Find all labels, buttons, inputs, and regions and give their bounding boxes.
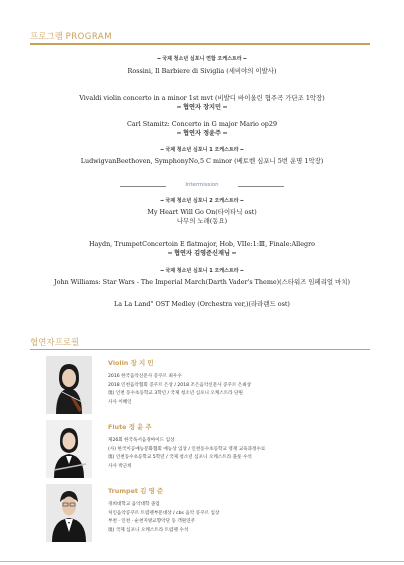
program-heading-rule <box>30 43 370 45</box>
trumpeter-photo-icon <box>46 484 92 542</box>
performer-bio <box>108 486 388 535</box>
piece-title: Carl Stamitz: Concerto in G major Mario op29 <box>126 120 278 128</box>
program-heading-en: PROGRAM <box>65 32 113 42</box>
orchestra-label: ━ 국제 청소년 심포니 연합 오케스트라 ━ <box>157 56 247 62</box>
intermission-line-right <box>238 186 284 187</box>
intermission-divider <box>120 181 284 191</box>
program-item <box>20 146 384 166</box>
piece-title: John Williams: Star Wars - The Imperial March(Darth Vader's Theme)(스타워즈 임페리얼 마치) <box>54 278 350 286</box>
orchestra-label: ━ 국제 청소년 심포니 1 오케스트라 ━ <box>160 147 244 153</box>
program-item <box>20 197 384 226</box>
program-item <box>20 240 384 258</box>
bio-line: 2016 한국음악신문사 콩쿠르 최우수 <box>108 374 182 379</box>
performer-photo-trumpet <box>46 484 92 542</box>
intermission-label: Intermission <box>185 182 219 188</box>
performer-photo-violin <box>46 356 92 414</box>
soloist-label: ━ 협연자 장지민 ━ <box>177 104 227 111</box>
bio-line: (사) 한국이공예능문화협회 예능상 입상 / 인천동수초등학교 영재 교육과정수료 <box>108 446 266 452</box>
bio-line: 처인음악콩쿠르 트럼펫부문대상 / cbs 음악 콩쿠르 입상 <box>108 510 220 516</box>
piece-title: La La Land" OST Medley (Orchestra ver,)(라라랜드 ost) <box>114 300 290 308</box>
performers-heading-text: 협연자프로필 <box>30 338 80 348</box>
page-bottom-rule <box>0 561 404 562</box>
program-heading-ko: 프로그램 <box>30 32 63 42</box>
bio-line: 사사 이혜인 <box>108 399 132 405</box>
performers-heading <box>30 336 370 348</box>
piece-title: LudwigvanBeethoven, SymphonyNo,5 C minor (베토벤 심포니 5번 운명 1악장) <box>80 157 324 165</box>
flutist-photo-icon <box>46 420 92 478</box>
bio-line: 現) 인천 동수초등학교 3학년 / 국제 청소년 심포니 오케스트라 단원 <box>108 391 243 396</box>
program-item <box>20 300 384 309</box>
performer-bio <box>108 358 388 407</box>
program-item <box>20 94 384 112</box>
performers-heading-rule <box>30 349 370 350</box>
performer-role: Flute 정 윤 주 <box>108 423 152 431</box>
piece-title: 나무의 노래(동요) <box>176 217 228 225</box>
piece-title: Vivaldi violin concerto in a minor 1st mvt (비발디 바이올린 협주곡 가단조 1악장) <box>79 94 325 102</box>
piece-title: Rossini, Il Barbiere di Siviglia (세비야의 이발사) <box>127 67 277 75</box>
orchestra-label: ━ 국제 청소년 심포니 1 오케스트라 ━ <box>160 268 244 274</box>
bio-line: 부천 · 인천 · 순천지방교향악단 등 객원연주 <box>108 519 196 524</box>
violinist-photo-icon <box>46 356 92 414</box>
performer-bio <box>108 422 388 471</box>
performer-role: Trumpet 김 영 준 <box>108 487 164 495</box>
bio-line: 2018 인천음악협회 콩쿠르 은상 / 2018 조은음악신문사 콩쿠르 은최상 <box>108 382 252 388</box>
performer-photo-flute <box>46 420 92 478</box>
bio-line: 現) 국제 심포니 오케스트라 트럼펫 수석 <box>108 527 189 533</box>
bio-line: 現) 인천동수초등학교 5학년 / 국제 청소년 심포니 오케스트라 플룻 수석 <box>108 455 252 460</box>
piece-title: Haydn, TrumpetConcertoin E flatmajor, Hob, VIIe:1:Ⅲ, Finale:Allegro <box>88 240 315 248</box>
bio-line: 사사 박근희 <box>108 463 132 469</box>
soloist-label: ━ 협연자 김영준신재님 ━ <box>168 250 236 257</box>
bio-line: 경희대학교 음악대학 졸업 <box>108 502 160 507</box>
program-item <box>20 120 384 138</box>
program-item <box>20 55 384 76</box>
orchestra-label: ━ 국제 청소년 심포니 2 오케스트라 ━ <box>160 198 244 204</box>
soloist-label: ━ 협연자 정윤주 ━ <box>177 130 227 137</box>
program-item <box>20 267 384 287</box>
bio-line: 제26회 한국독서음경마이드 입상 <box>108 438 175 443</box>
program-heading <box>30 30 370 42</box>
performer-role: Violin 장 지 민 <box>108 359 154 367</box>
piece-title: My Heart Will Go On(타이타닉 ost) <box>147 208 257 216</box>
